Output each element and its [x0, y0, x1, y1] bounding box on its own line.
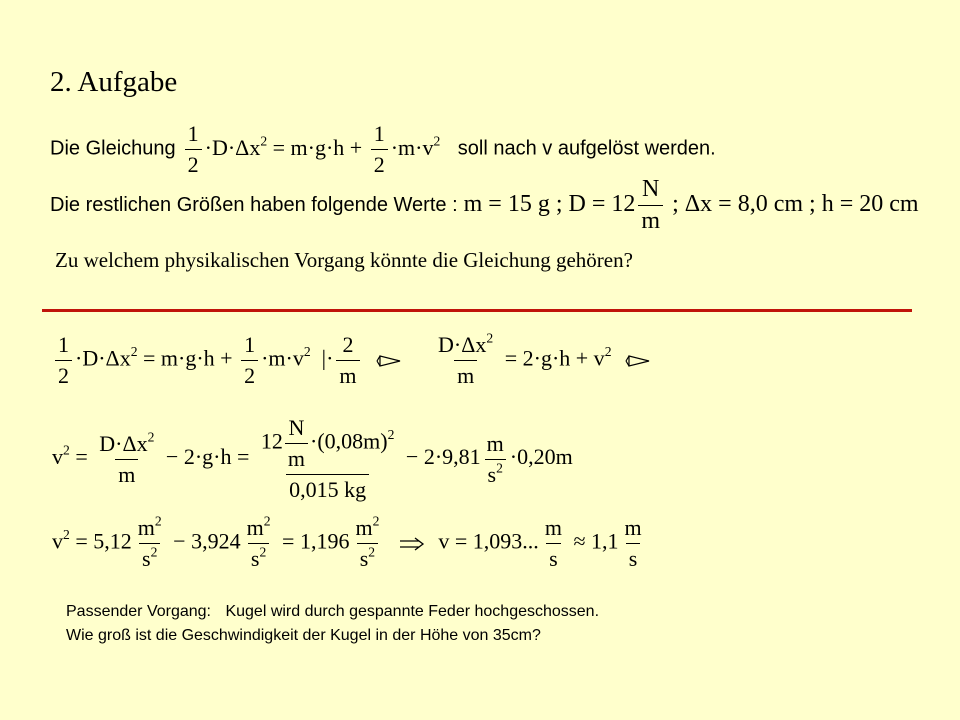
- given-values-line: [50, 176, 919, 235]
- energy-equation: $\frac{1}{2}$ $\cdot D\cdot\Delta x^2 = m\cdot g\cdot h$ + $\frac{1}{2}$ $\cdot m\cdot v^2$: [182, 135, 446, 160]
- equation-line: [50, 121, 716, 178]
- implies-arrow-icon: [399, 537, 425, 551]
- value-mass: m = 15 g ;: [463, 191, 563, 218]
- solution-step-3: $v^2 = 5,12$ $\frac{m^2}{s^2}$ − 3,924 $\frac{m^2}{s^2}$ = 1,196 $\frac{m^2}{s^2}$ v = 1,093... $\frac{m}{s}$ ≈ 1,1 $\frac{m}{s}$: [52, 513, 642, 571]
- equation-instruction: soll nach v aufgelöst werden.: [457, 137, 716, 160]
- question-text: Zu welchem physikalischen Vorgang könnte die Gleichung gehören?: [55, 248, 633, 272]
- solution-step-1: $\frac{1}{2}$ $\cdot D\cdot\Delta x^2 = m\cdot g\cdot h$ + $\frac{1}{2}$ $\cdot m\cdot v^2$ |· $\frac{2}{m}$ $\frac{D\cdot\Delta x^2}{m}$ = $2\cdot g\cdot h + v^2$: [52, 332, 659, 389]
- value-spring-constant: D = 12: [568, 191, 636, 218]
- answer-text: Kugel wird durch gespannte Feder hochgeschossen.: [225, 603, 600, 620]
- followup-question: Wie groß ist die Geschwindigkeit der Kugel in der Höhe von 35cm?: [66, 627, 541, 644]
- equation-label: Die Gleichung: [50, 137, 176, 160]
- answer-label: Passender Vorgang:: [66, 603, 211, 620]
- unit-newton-per-meter: $\frac{N}{m}$: [638, 176, 663, 235]
- value-height: h = 20 cm: [821, 191, 919, 218]
- equivalence-arrow-icon: [376, 354, 402, 368]
- value-displacement: ; Δx = 8,0 cm ;: [672, 191, 816, 218]
- page-title: 2. Aufgabe: [50, 66, 178, 98]
- equivalence-arrow-icon: [625, 354, 651, 368]
- solution-step-2: $v^2$ = $\frac{D\cdot\Delta x^2}{m}$ − 2·g·h = 12 $\frac{N}{m}$ $\cdot(0,08m)^2$ 0,015 kg − 2·9,81 $\frac{m}{s^2}$ ·0,20m: [52, 415, 573, 502]
- divider: [42, 309, 912, 312]
- given-values-label: Die restlichen Größen haben folgende Werte :: [50, 194, 458, 217]
- answer-line: [66, 603, 599, 621]
